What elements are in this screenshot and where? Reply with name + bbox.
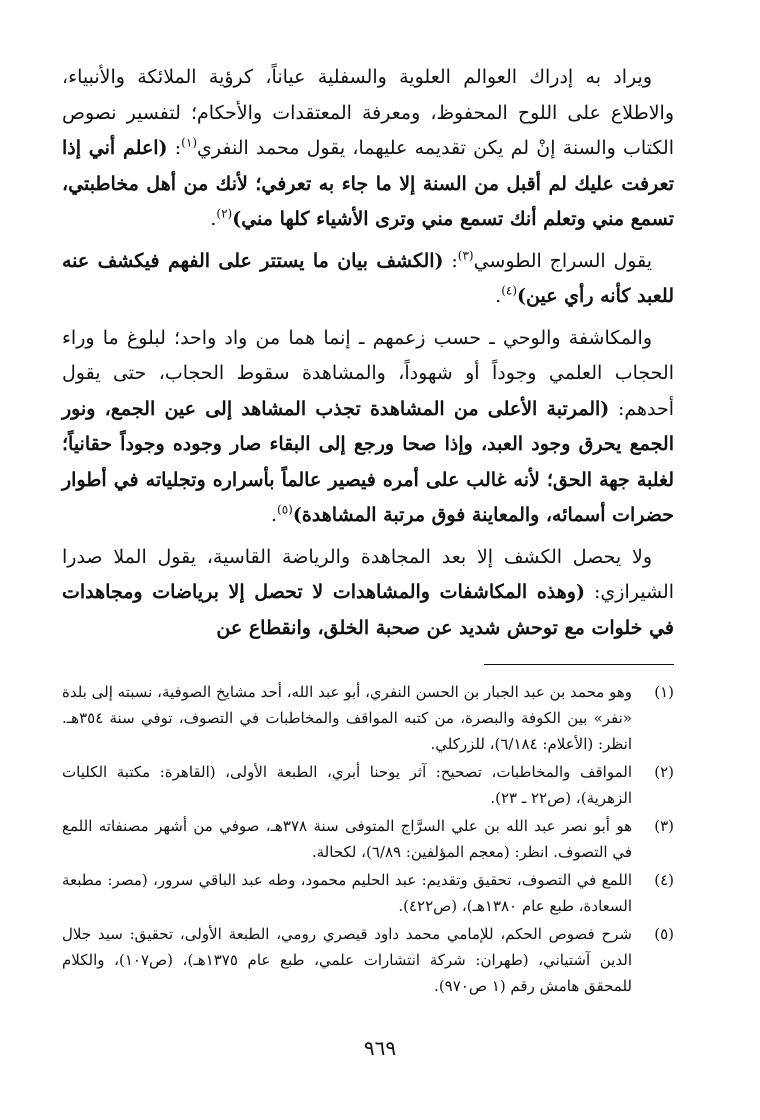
footnote-ref-1: (١): [181, 135, 197, 150]
footnote-number: (٤): [654, 871, 674, 889]
paragraph-text: يقول السراج الطوسي: [473, 249, 652, 272]
paragraph-text: ولا يحصل الكشف إلا بعد المجاهدة والرياضة القاسية، يقول الملا صدرا الشيرازي:: [62, 545, 674, 603]
quote-tusi: (الكشف بيان ما يستتر على الفهم فيكشف عنه للعبد كأنه رأي عين): [62, 249, 674, 307]
page-number: ٩٦٩: [363, 1036, 397, 1060]
footnote-number: (١): [654, 683, 674, 701]
paragraph-4: [62, 540, 674, 647]
paragraph-1: [62, 60, 674, 238]
footnote-4: [62, 867, 674, 919]
paragraph-text: :: [167, 137, 182, 159]
quote-mushahada: (المرتبة الأعلى من المشاهدة تجذب المشاهد إلى عين الجمع، ونور الجمع يحرق وجود العبد، وإذا صحا ورجع إلى البقاء صار وجوده وجوداً حقانياً؛ لغلبة جهة الحق؛ لأنه غالب على أمره فيصير عالماً بأسراره وتجلياته في أطوار حضرات أسمائه، والمعاينة فوق مرتبة المشاهدة): [62, 397, 674, 526]
footnote-text: وهو محمد بن عبد الجبار بن الحسن النفري، أبو عبد الله، أحد مشايخ الصوفية، نسبته إلى بلدة «نفر» بين الكوفة والبصرة، من كتبه المواقف والمخاطبات في التصوف، توفي سنة ٣٥٤هـ. انظر: (الأعلام: ٦/١٨٤)، للزركلي.: [62, 683, 632, 753]
main-text: [62, 60, 674, 646]
footnote-3: [62, 813, 674, 865]
footnote-text: المواقف والمخاطبات، تصحيح: آثر يوحنا أبري، الطبعة الأولى، (القاهرة: مكتبة الكليات الزهرية)، (ص٢٢ ـ ٢٣).: [62, 763, 632, 807]
paragraph-text: والمكاشفة والوحي ـ حسب زعمهم ـ إنما هما من واد واحد؛ لبلوغ ما وراء الحجاب العلمي وجوداً أو شهوداً، والمشاهدة سقوط الحجاب، حتى يقول أحدهم:: [62, 326, 675, 420]
book-page: [62, 60, 674, 1001]
footnote-text: هو أبو نصر عبد الله بن علي السرَّاج المتوفى سنة ٣٧٨هـ، صوفي من أشهر مصنفاته اللمع في التصوف. انظر: (معجم المؤلفين: ٦/٨٩)، لكحالة.: [62, 817, 632, 861]
footnote-1: [62, 679, 674, 757]
footnote-2: [62, 759, 674, 811]
footnote-number: (٣): [654, 817, 674, 835]
quote-shirazi: (وهذه المكاشفات والمشاهدات لا تحصل إلا برياضات ومجاهدات في خلوات مع توحش شديد عن صحبة الخلق، وانقطاع عن: [62, 581, 674, 639]
footnote-text: اللمع في التصوف، تحقيق وتقديم: عبد الحليم محمود، وطه عبد الباقي سرور، (مصر: مطبعة السعادة، طبع عام ١٣٨٠هـ)، (ص٤٢٢).: [62, 871, 632, 915]
footnote-divider: [484, 664, 674, 665]
footnote-ref-4: (٤): [501, 283, 518, 298]
paragraph-text: ويراد به إدراك العوالم العلوية والسفلية عياناً، كرؤية الملائكة والأنبياء، والاطلاع على اللوح المحفوظ، ومعرفة المعتقدات والأحكام؛ لتفسير نصوص الكتاب والسنة إنْ لم يكن تقديمه عليهما، يقول محمد النفري: [62, 66, 674, 159]
paragraph-text: .: [495, 285, 502, 307]
footnote-number: (٥): [654, 925, 674, 943]
footnote-ref-5: (٥): [277, 502, 293, 517]
footnote-ref-2: (٢): [216, 206, 233, 221]
paragraph-text: :: [443, 249, 458, 272]
footnote-ref-3: (٣): [457, 248, 474, 263]
paragraph-2: [62, 244, 674, 315]
footnotes: [62, 679, 674, 999]
footnote-number: (٢): [654, 763, 674, 781]
footnote-text: شرح فصوص الحكم، للإمامي محمد داود قيصري رومي، الطبعة الأولى، تحقيق: سيد جلال الدين آشتياني، (طهران: شركة انتشارات علمي، طبع عام ١٣٧٥هـ)، (ص١٠٧)، والكلام للمحقق هامش رقم (١ ص٩٧٠).: [62, 925, 632, 995]
paragraph-text: .: [210, 208, 217, 230]
quote-nifari: (اعلم أني إذا تعرفت عليك لم أقبل من السنة إلا ما جاء به تعرفي؛ لأنك من أهل مخاطبتي، تسمع مني وتعلم أنك تسمع مني وترى الأشياء كلها مني): [62, 137, 674, 230]
paragraph-3: [62, 321, 674, 534]
paragraph-text: .: [270, 504, 278, 526]
footnote-5: [62, 921, 674, 999]
